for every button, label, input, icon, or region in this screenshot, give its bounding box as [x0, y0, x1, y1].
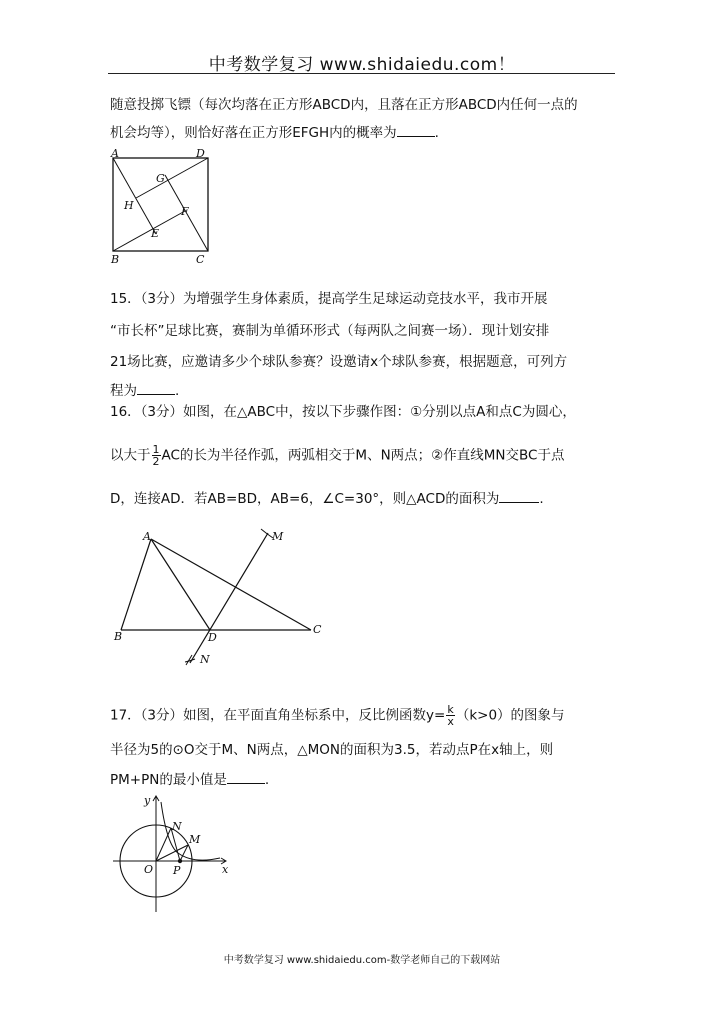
q17-line-3-start: PM+PN的最小值是 — [110, 772, 227, 788]
q14-label-e: E — [151, 227, 160, 240]
q15-line-4-end: . — [175, 383, 180, 399]
q14-line-2-end: . — [434, 125, 439, 141]
q17-line-3-end: . — [264, 772, 270, 788]
q16-line-2-start: 以大于 — [110, 447, 151, 464]
q17-text-line-2: 半径为5的⊙O交于M、N两点，△MON的面积为3.5，若动点P在x轴上，则 — [110, 742, 554, 758]
q16-fraction-denominator: 2 — [152, 455, 160, 468]
q17-line-1-start: 17．（3分）如图，在平面直角坐标系中，反比例函数y= — [110, 707, 446, 724]
q16-label-b: B — [114, 630, 123, 643]
q14-label-g: G — [156, 172, 165, 185]
q15-text-line-1: 15．（3分）为增强学生身体素质，提高学生足球运动竞技水平，我市开展 — [110, 291, 548, 307]
q14-text-line-1: 随意投掷飞镖（每次均落在正方形ABCD内，且落在正方形ABCD内任何一点的 — [110, 97, 578, 113]
q16-label-m: M — [272, 530, 284, 543]
q15-answer-blank[interactable] — [137, 382, 175, 395]
q16-text-line-1: 16．（3分）如图，在△ABC中，按以下步骤作图：①分别以点A和点C为圆心， — [110, 404, 576, 420]
q14-text-line-2-body: 机会均等），则恰好落在正方形EFGH内的概率为 — [110, 125, 397, 141]
q17-answer-blank[interactable] — [227, 771, 265, 784]
page-header-title: 中考数学复习 www.shidaiedu.com！ — [208, 55, 516, 75]
q15-line-4-start: 程为 — [110, 383, 137, 399]
q17-fraction-numerator: k — [447, 703, 454, 716]
q14-text-line-2 — [110, 124, 439, 142]
q16-fraction — [152, 444, 161, 467]
q17-text-line-3 — [110, 771, 269, 789]
q14-label-c: C — [196, 253, 205, 266]
q17-fraction — [446, 704, 455, 727]
q16-label-n: N — [200, 653, 210, 666]
q15-text-line-4 — [110, 382, 179, 400]
q14-label-b: B — [111, 253, 120, 266]
q17-coordinate-figure — [108, 790, 238, 915]
q16-triangle-figure — [110, 525, 335, 670]
q15-text-line-2: “市长杯”足球比赛，赛制为单循环形式（每两队之间赛一场）．现计划安排 — [110, 323, 550, 339]
header-divider — [108, 73, 615, 74]
q17-label-m: M — [189, 833, 201, 846]
q14-label-d: D — [196, 147, 205, 160]
q14-label-h: H — [124, 199, 134, 212]
q17-line-1-rest: （k>0）的图象与 — [455, 707, 565, 724]
q16-fraction-numerator: 1 — [152, 443, 160, 456]
q16-label-c: C — [313, 623, 322, 636]
q17-label-y: y — [144, 794, 151, 807]
q17-label-o: O — [144, 863, 154, 876]
q17-label-p: P — [173, 864, 181, 877]
q16-text-line-3 — [110, 490, 544, 508]
q17-label-x: x — [222, 863, 229, 876]
q16-text-line-2 — [110, 444, 564, 467]
q14-square-figure — [108, 146, 212, 270]
q16-label-a: A — [143, 530, 151, 543]
q16-label-d: D — [208, 631, 217, 644]
q17-text-line-1 — [110, 704, 565, 727]
q16-line-3-end: . — [539, 491, 544, 507]
q16-line-3-body: D，连接AD．若AB=BD，AB=6，∠C=30°，则△ACD的面积为 — [110, 491, 500, 507]
q17-label-n: N — [172, 820, 182, 833]
q17-fraction-denominator: x — [447, 715, 454, 728]
q14-label-a: A — [111, 147, 119, 160]
q16-line-2-rest: AC的长为半径作弧，两弧相交于M、N两点；②作直线MN交BC于点 — [161, 447, 565, 464]
q16-answer-blank[interactable] — [499, 490, 539, 503]
q15-text-line-3: 21场比赛，应邀请多少个球队参赛？设邀请x个球队参赛，根据题意，可列方 — [110, 354, 568, 370]
q14-label-f: F — [181, 205, 189, 218]
q14-answer-blank[interactable] — [397, 124, 435, 137]
page-footer: 中考数学复习 www.shidaiedu.com-数学老师自己的下载网站 — [223, 955, 501, 966]
